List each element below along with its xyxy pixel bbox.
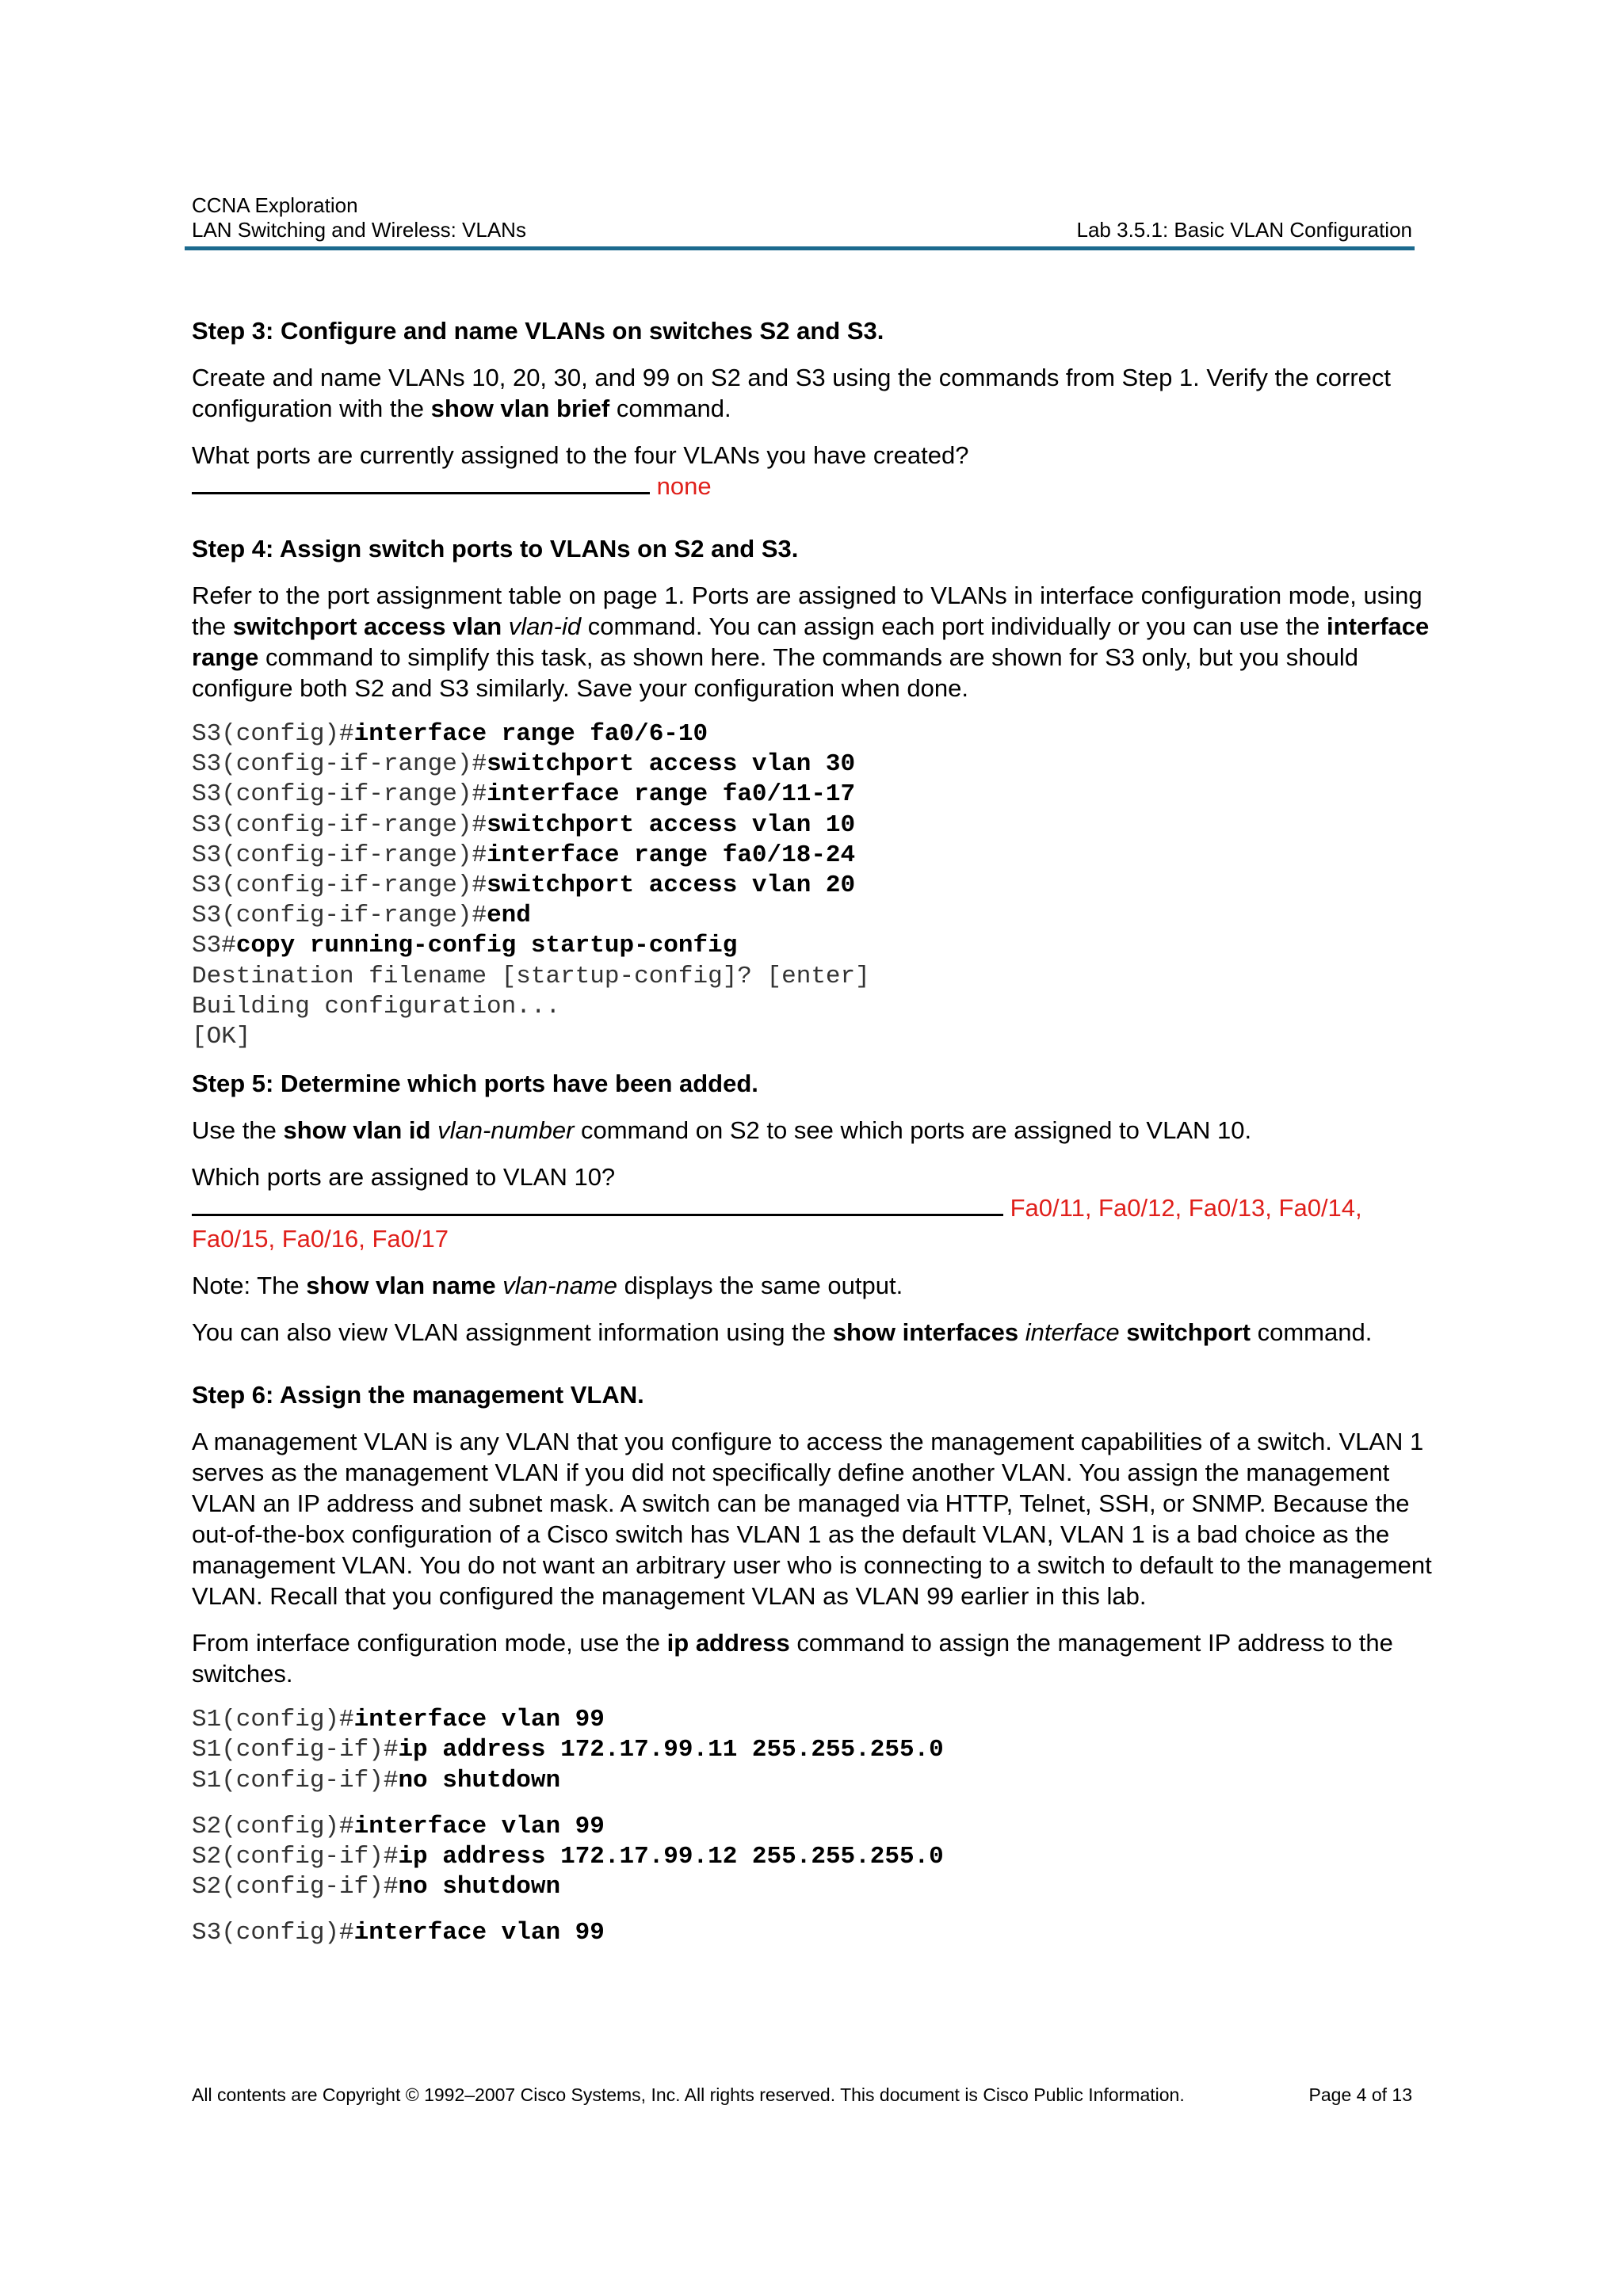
code-prompt: S3(config-if-range)# <box>192 841 487 869</box>
code-command: ip address 172.17.99.12 255.255.255.0 <box>398 1843 944 1871</box>
code-command: switchport access vlan 10 <box>487 810 856 839</box>
copyright-notice: All contents are Copyright © 1992–2007 Cisco Systems, Inc. All rights reserved. This document is Cisco Public Information. <box>192 2084 1185 2105</box>
page-header <box>192 193 1412 242</box>
code-prompt: S3(config-if-range)# <box>192 810 487 839</box>
code-command: interface vlan 99 <box>353 1919 605 1947</box>
code-command: interface range fa0/11-17 <box>487 780 856 809</box>
code-command: no shutdown <box>398 1873 561 1901</box>
lab-title: Lab 3.5.1: Basic VLAN Configuration <box>1076 218 1412 242</box>
code-prompt: S3# <box>192 932 236 960</box>
answer-blank[interactable] <box>192 471 650 494</box>
step3-paragraph: Create and name VLANs 10, 20, 30, and 99 on S2 and S3 using the commands from Step 1. Verify the correct configuration with the show vlan brief command. <box>192 364 1391 422</box>
s1-code-block <box>192 1705 1444 1796</box>
step4-paragraph: Refer to the port assignment table on page 1. Ports are assigned to VLANs in interface configuration mode, using the switchport access vlan vlan-id command. You can assign each port individually or you can use the interface range command to simplify this task, as shown here. The commands are shown for S3 only, but you should configure both S2 and S3 similarly. Save your configuration when done. <box>192 582 1430 702</box>
step5-answer-line1: Fa0/11, Fa0/12, Fa0/13, Fa0/14, <box>1003 1194 1362 1222</box>
code-line <box>192 780 1444 810</box>
step5-paragraph: Use the show vlan id vlan-number command on S2 to see which ports are assigned to VLAN 10. <box>192 1116 1252 1145</box>
step5-paragraph-2: You can also view VLAN assignment information using the show interfaces interface switchport command. <box>192 1318 1373 1347</box>
code-prompt: Building configuration... <box>192 992 561 1020</box>
header-divider <box>185 246 1415 250</box>
code-line <box>192 1022 1444 1052</box>
code-command: interface range fa0/6-10 <box>353 720 708 748</box>
step6-paragraph-2: From interface configuration mode, use the ip address command to assign the management IP address to the switches. <box>192 1629 1393 1688</box>
code-prompt: S3(config)# <box>192 720 354 748</box>
code-line <box>192 1872 1444 1902</box>
code-command: ip address 172.17.99.11 255.255.255.0 <box>398 1736 944 1764</box>
code-prompt: S1(config)# <box>192 1706 354 1734</box>
code-line <box>192 992 1444 1022</box>
code-prompt: S2(config-if)# <box>192 1843 399 1871</box>
page-number: Page 4 of 13 <box>1308 2084 1412 2105</box>
step6-paragraph: A management VLAN is any VLAN that you configure to access the management capabilities of a switch. VLAN 1 serves as the management VLAN if you did not specifically define another VLAN. You assign the management VLAN an IP address and subnet mask. A switch can be managed via HTTP, Telnet, SSH, or SNMP. Because the out-of-the-box configuration of a Cisco switch has VLAN 1 as the default VLAN, VLAN 1 is a bad choice as the management VLAN. You do not want an arbitrary user who is connecting to a switch to default to the management VLAN. Recall that you configured the management VLAN as VLAN 99 earlier in this lab. <box>192 1428 1432 1611</box>
step4-heading: Step 4: Assign switch ports to VLANs on S2 and S3. <box>192 535 799 563</box>
code-command: interface range fa0/18-24 <box>487 841 856 869</box>
code-line <box>192 1735 1444 1765</box>
code-line <box>192 901 1444 931</box>
code-line <box>192 1766 1444 1796</box>
code-prompt: S3(config-if-range)# <box>192 871 487 900</box>
step5-heading: Step 5: Determine which ports have been added. <box>192 1070 758 1098</box>
code-line <box>192 1918 1444 1948</box>
code-line <box>192 1812 1444 1842</box>
code-prompt: [OK] <box>192 1023 251 1051</box>
code-prompt: Destination filename [startup-config]? [enter] <box>192 962 870 990</box>
code-line <box>192 749 1444 780</box>
code-prompt: S2(config-if)# <box>192 1873 399 1901</box>
answer-blank[interactable] <box>192 1192 1003 1216</box>
code-line <box>192 931 1444 961</box>
code-line <box>192 1705 1444 1735</box>
step3-answer: none <box>650 472 712 500</box>
code-prompt: S1(config-if)# <box>192 1766 399 1794</box>
course-title: CCNA Exploration <box>192 193 358 217</box>
step6-heading: Step 6: Assign the management VLAN. <box>192 1381 644 1409</box>
code-command: copy running-config startup-config <box>235 932 738 960</box>
code-prompt: S3(config)# <box>192 1919 354 1947</box>
step4-code-block <box>192 719 1444 1052</box>
code-command: end <box>487 902 531 930</box>
code-command: switchport access vlan 30 <box>487 750 856 779</box>
code-line <box>192 871 1444 901</box>
step3-heading: Step 3: Configure and name VLANs on switches S2 and S3. <box>192 317 884 345</box>
code-command: switchport access vlan 20 <box>487 871 856 900</box>
code-prompt: S2(config)# <box>192 1812 354 1840</box>
step5-answer-line2: Fa0/15, Fa0/16, Fa0/17 <box>192 1225 449 1253</box>
code-prompt: S1(config-if)# <box>192 1736 399 1764</box>
code-line <box>192 841 1444 871</box>
code-command: interface vlan 99 <box>353 1812 605 1840</box>
document-body <box>192 315 1444 1965</box>
code-prompt: S3(config-if-range)# <box>192 902 487 930</box>
step5-note: Note: The show vlan name vlan-name displays the same output. <box>192 1272 903 1300</box>
code-line <box>192 1842 1444 1872</box>
code-command: interface vlan 99 <box>353 1706 605 1734</box>
code-prompt: S3(config-if-range)# <box>192 780 487 809</box>
code-prompt: S3(config-if-range)# <box>192 750 487 779</box>
code-line <box>192 719 1444 749</box>
code-line <box>192 810 1444 841</box>
code-line <box>192 962 1444 992</box>
code-command: no shutdown <box>398 1766 561 1794</box>
s2-code-block <box>192 1812 1444 1903</box>
s3-code-block <box>192 1918 1444 1948</box>
step5-question: Which ports are assigned to VLAN 10? Fa0/11, Fa0/12, Fa0/13, Fa0/14, Fa0/15, Fa0/16, Fa0/17 <box>192 1161 1444 1254</box>
page-footer <box>192 2084 1412 2106</box>
step3-question: What ports are currently assigned to the four VLANs you have created? none <box>192 441 969 500</box>
module-title: LAN Switching and Wireless: VLANs <box>192 218 526 242</box>
